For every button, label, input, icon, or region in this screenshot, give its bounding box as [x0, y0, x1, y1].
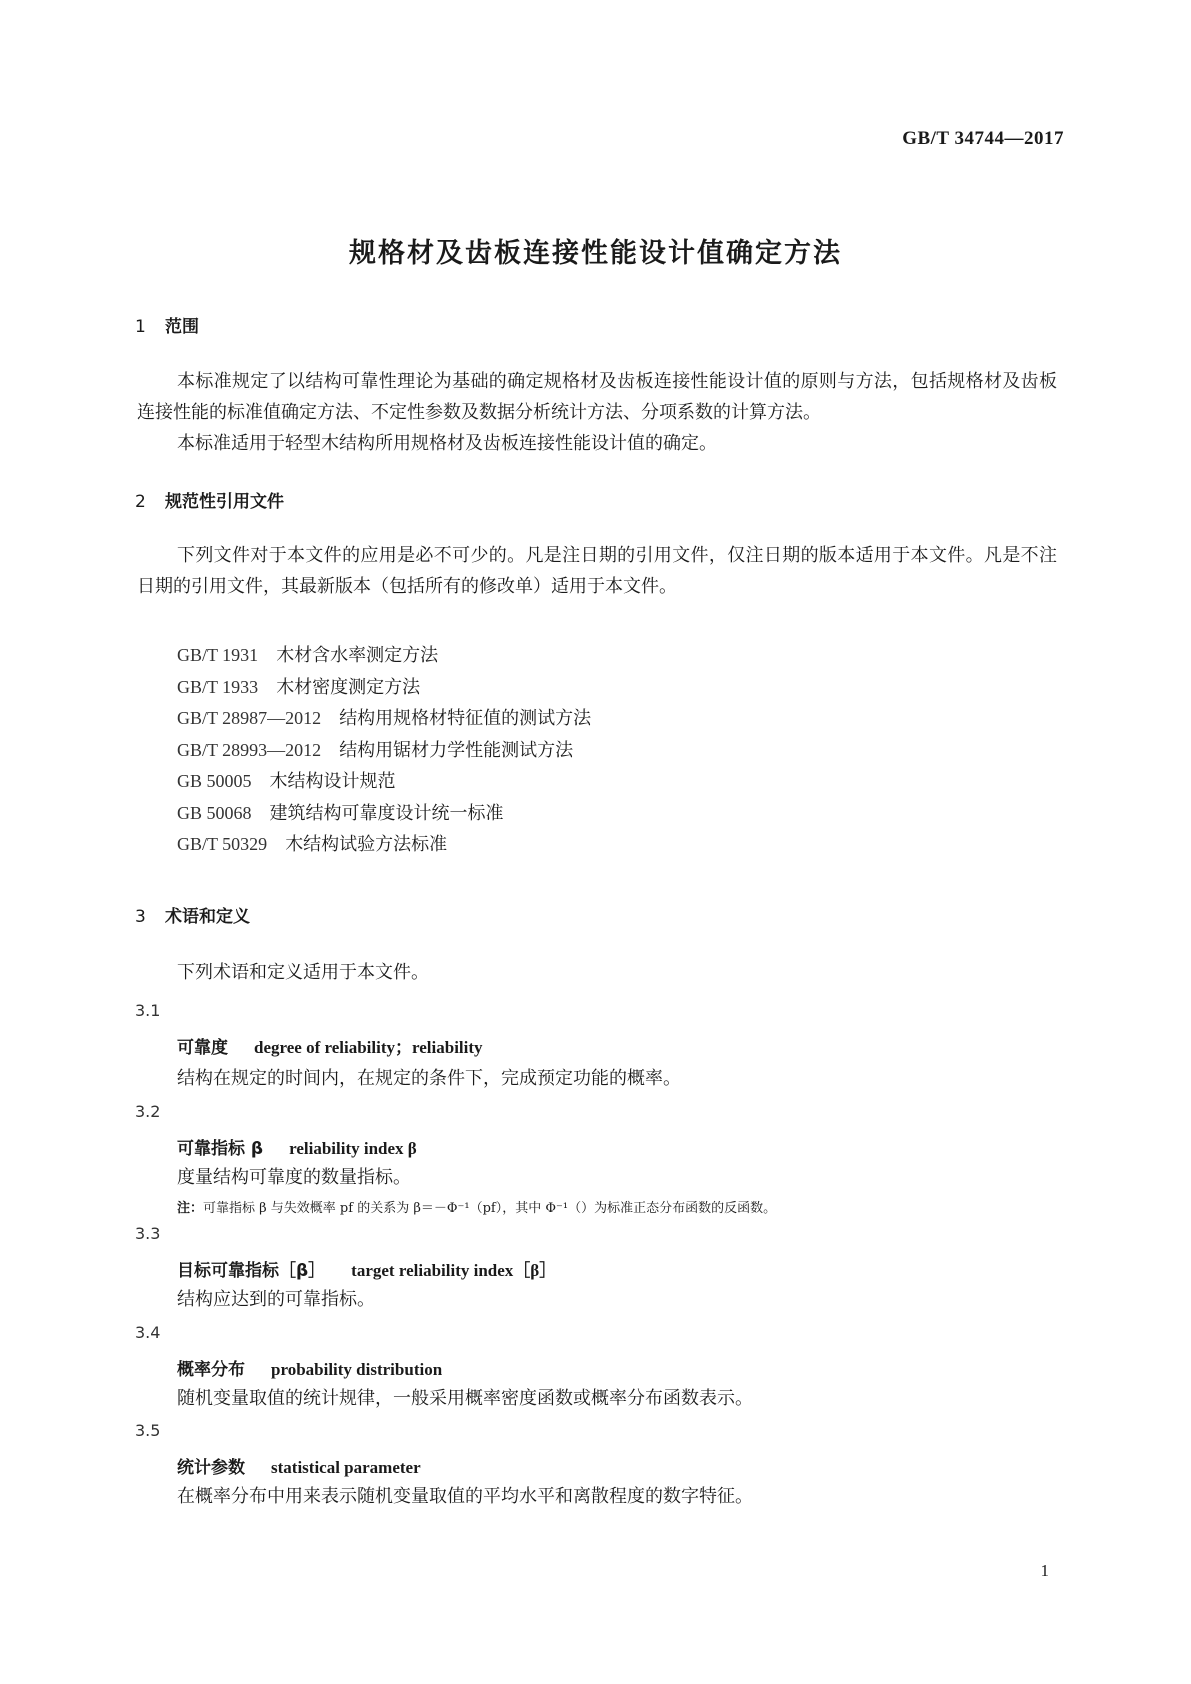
reference-code: GB 50005: [177, 771, 252, 791]
reference-item: [177, 672, 591, 704]
section-title: 术语和定义: [165, 907, 250, 927]
term-en: statistical parameter: [271, 1458, 421, 1477]
reference-code: GB/T 50329: [177, 834, 268, 854]
scope-paragraph-1: 本标准规定了以结构可靠性理论为基础的确定规格材及齿板连接性能设计值的原则与方法，包括规格材及齿板连接性能的标准值确定方法、不定性参数及数据分析统计方法、分项系数的计算方法。: [137, 371, 1057, 423]
reference-title: 建筑结构可靠度设计统一标准: [269, 802, 504, 824]
page-number: 1: [1040, 1561, 1049, 1580]
term-definition: 在概率分布中用来表示随机变量取值的平均水平和离散程度的数字特征。: [177, 1486, 753, 1507]
scope-paragraph-2: 本标准适用于轻型木结构所用规格材及齿板连接性能设计值的确定。: [177, 433, 717, 454]
document-title: 规格材及齿板连接性能设计值确定方法: [349, 238, 842, 269]
term-number: 3.3: [135, 1224, 161, 1243]
terms-intro-text: 下列术语和定义适用于本文件。: [177, 962, 429, 983]
reference-title: 木结构试验方法标准: [285, 834, 448, 855]
section-heading-normative: [135, 487, 284, 512]
reference-title: 木结构设计规范: [269, 771, 396, 792]
term-zh: 可靠指标 β: [177, 1139, 264, 1159]
section-number: 2: [135, 492, 146, 512]
term-definition: 度量结构可靠度的数量指标。: [177, 1167, 411, 1188]
term-en: target reliability index［β］: [351, 1261, 557, 1280]
section-heading-terms: [135, 902, 250, 927]
reference-item: [177, 735, 591, 767]
standard-number: GB/T 34744—2017: [902, 128, 1064, 149]
scope-paragraphs: [137, 366, 1057, 459]
term-zh: 目标可靠指标［β］: [177, 1261, 326, 1281]
note-text: 可靠指标 β 与失效概率 pf 的关系为 β＝－Φ⁻¹（pf），其中 Φ⁻¹（）为标准正态分布函数的反函数。: [203, 1201, 777, 1216]
term-definition: 结构在规定的时间内，在规定的条件下，完成预定功能的概率。: [177, 1068, 681, 1089]
term-zh: 可靠度: [177, 1038, 228, 1058]
reference-item: [177, 703, 591, 735]
section-title: 范围: [165, 317, 199, 337]
reference-code: GB/T 1933: [177, 676, 259, 697]
section-number: 1: [135, 317, 146, 337]
term-definition: 随机变量取值的统计规律，一般采用概率密度函数或概率分布函数表示。: [177, 1388, 753, 1409]
reference-code: GB/T 28993—2012: [177, 739, 322, 760]
term-title: [177, 1355, 442, 1380]
term-definition: 结构应达到的可靠指标。: [177, 1289, 375, 1310]
section-heading-scope: [135, 312, 199, 337]
term-title: [177, 1134, 417, 1159]
term-title: [177, 1453, 421, 1478]
term-en: reliability index β: [289, 1139, 417, 1158]
term-number: 3.4: [135, 1323, 161, 1342]
note-label: 注：: [177, 1201, 204, 1216]
reference-item: [177, 829, 591, 861]
normative-intro-text: 下列文件对于本文件的应用是必不可少的。凡是注日期的引用文件，仅注日期的版本适用于本文件。凡是不注日期的引用文件，其最新版本（包括所有的修改单）适用于本文件。: [137, 545, 1057, 597]
term-number: 3.2: [135, 1102, 161, 1121]
term-title: [177, 1033, 483, 1058]
reference-title: 木材含水率测定方法: [276, 645, 439, 666]
term-en: probability distribution: [271, 1360, 443, 1379]
reference-title: 结构用锯材力学性能测试方法: [339, 739, 574, 761]
term-number: 3.1: [135, 1001, 161, 1020]
reference-item: [177, 640, 591, 672]
term-number: 3.5: [135, 1421, 161, 1440]
reference-item: [177, 766, 591, 798]
reference-title: 结构用规格材特征值的测试方法: [339, 708, 592, 729]
term-title: [177, 1256, 556, 1281]
term-zh: 统计参数: [177, 1458, 245, 1478]
reference-code: GB/T 1931: [177, 645, 259, 665]
reference-item: [177, 798, 591, 830]
reference-code: GB 50068: [177, 802, 252, 823]
normative-intro: [137, 540, 1057, 602]
reference-title: 木材密度测定方法: [276, 676, 421, 698]
section-title: 规范性引用文件: [165, 492, 284, 512]
term-en: degree of reliability；reliability: [254, 1038, 483, 1057]
terms-intro: [137, 957, 1057, 988]
reference-code: GB/T 28987—2012: [177, 708, 322, 728]
term-note: [177, 1197, 776, 1216]
term-zh: 概率分布: [177, 1360, 245, 1380]
section-number: 3: [135, 907, 146, 927]
reference-list: [177, 640, 591, 861]
